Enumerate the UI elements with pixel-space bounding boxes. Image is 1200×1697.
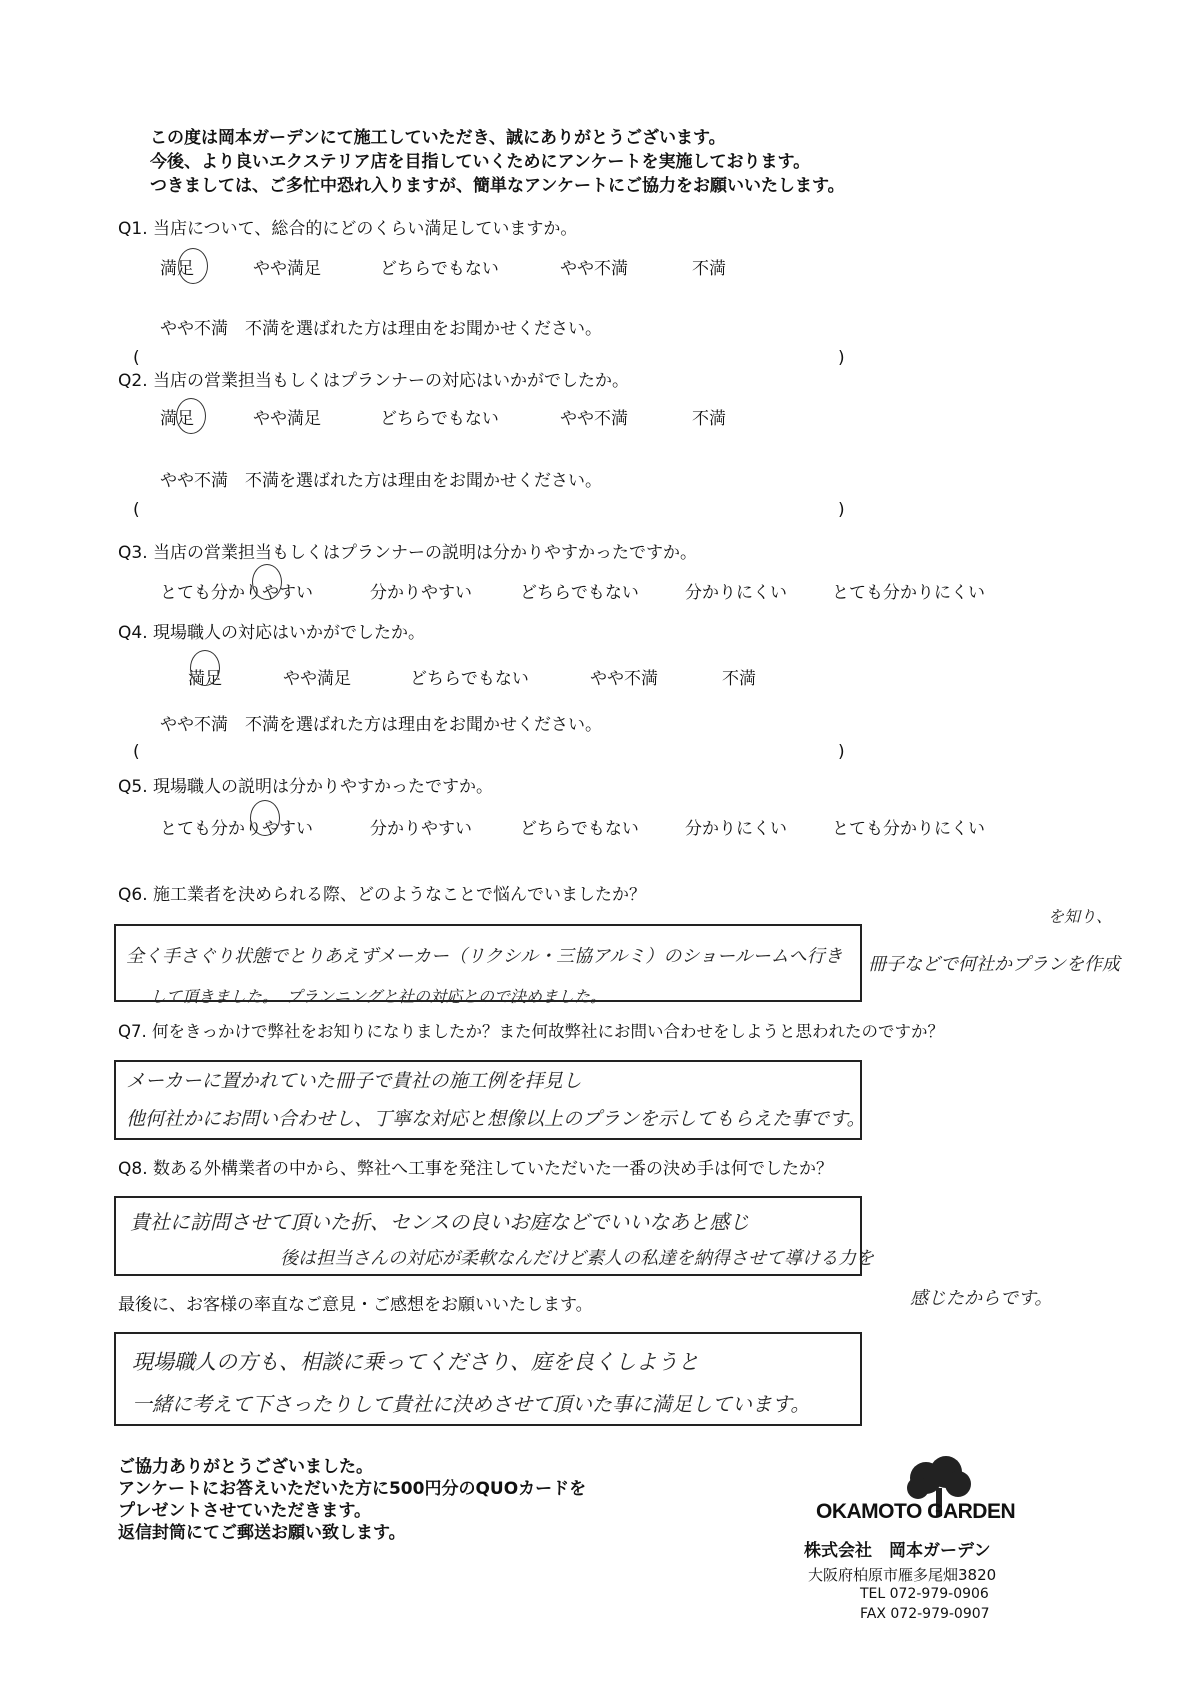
q4-option-3[interactable]: どちらでもない (410, 669, 529, 689)
q5-option-1[interactable]: とても分かりやすい (160, 819, 313, 839)
q6-answer-continuation: 冊子などで何社かプランを作成 (868, 954, 1120, 975)
q1-reason-prompt: やや不満 不満を選ばれた方は理由をお聞かせください。 (160, 319, 602, 339)
q2-label: Q2. 当店の営業担当もしくはプランナーの対応はいかがでしたか。 (118, 371, 630, 391)
footer-line-4: 返信封筒にてご郵送お願い致します。 (118, 1523, 406, 1543)
final-answer-line-2: 一緒に考えて下さったりして貴社に決めさせて頂いた事に満足しています。 (132, 1392, 811, 1416)
intro-line-1: この度は岡本ガーデンにて施工していただき、誠にありがとうございます。 (150, 128, 726, 148)
q1-option-4[interactable]: やや不満 (560, 259, 628, 279)
q6-answer-line-2: して頂きました。 プランニングと社の対応とので決めました。 (150, 987, 607, 1006)
q3-label: Q3. 当店の営業担当もしくはプランナーの説明は分かりやすかったですか。 (118, 543, 698, 563)
q1-option-1[interactable]: 満足 (160, 259, 194, 279)
q7-answer-line-1: メーカーに置かれていた冊子で貴社の施工例を拝見し (126, 1070, 582, 1092)
q6-answer-line-1: 全く手さぐり状態でとりあえずメーカー（リクシル・三協アルミ）のショールームへ行き (126, 946, 843, 967)
q3-options (0, 578, 1200, 602)
q5-label: Q5. 現場職人の説明は分かりやすかったですか。 (118, 777, 494, 797)
q2-option-3[interactable]: どちらでもない (380, 409, 499, 429)
q2-paren-open: ( (133, 500, 140, 520)
q8-label: Q8. 数ある外構業者の中から、弊社へ工事を発注していただいた一番の決め手は何でしたか？ (118, 1159, 834, 1179)
q4-option-2[interactable]: やや満足 (283, 669, 351, 689)
q1-option-2[interactable]: やや満足 (253, 259, 321, 279)
q8-answer-line-3: 感じたからです。 (910, 1288, 1053, 1309)
footer-text (118, 1456, 586, 1544)
q4-selection-circle (190, 650, 220, 686)
q4-paren-open: ( (133, 742, 140, 762)
company-logo-text: OKAMOTO GARDEN (816, 1500, 1016, 1523)
q2-selection-circle (176, 398, 206, 434)
q4-options (0, 664, 1200, 688)
q2-reason-prompt: やや不満 不満を選ばれた方は理由をお聞かせください。 (160, 471, 602, 491)
company-tel: TEL 072-979-0906 (860, 1586, 989, 1602)
q1-option-5[interactable]: 不満 (692, 259, 726, 279)
q1-option-3[interactable]: どちらでもない (380, 259, 499, 279)
footer-line-1: ご協力ありがとうございました。 (118, 1457, 373, 1477)
q8-answer-line-1: 貴社に訪問させて頂いた折、センスの良いお庭などでいいなあと感じ (130, 1210, 750, 1234)
final-comments-label: 最後に、お客様の率直なご意見・ご感想をお願いいたします。 (118, 1295, 593, 1315)
q4-reason-prompt: やや不満 不満を選ばれた方は理由をお聞かせください。 (160, 715, 602, 735)
q3-option-3[interactable]: どちらでもない (520, 583, 639, 603)
q4-option-1[interactable]: 満足 (188, 669, 222, 689)
q4-paren-close: ) (838, 742, 845, 762)
final-answer-line-1: 現場職人の方も、相談に乗ってくださり、庭を良くしようと (132, 1350, 699, 1374)
q7-answer-line-2: 他何社かにお問い合わせし、丁寧な対応と想像以上のプランを示してもらえた事です。 (126, 1108, 866, 1130)
q5-selection-circle (250, 800, 280, 836)
footer-line-3: プレゼントさせていただきます。 (118, 1501, 371, 1521)
company-fax: FAX 072-979-0907 (860, 1606, 990, 1622)
intro-line-2: 今後、より良いエクステリア店を目指していくためにアンケートを実施しております。 (150, 152, 811, 172)
q5-option-5[interactable]: とても分かりにくい (832, 819, 985, 839)
q1-selection-circle (178, 248, 208, 284)
q6-label: Q6. 施工業者を決められる際、どのようなことで悩んでいましたか？ (118, 885, 647, 905)
q1-paren-close: ) (838, 348, 845, 368)
company-address: 大阪府柏原市雁多尾畑3820 (808, 1566, 997, 1584)
q3-option-4[interactable]: 分かりにくい (685, 583, 787, 603)
q5-option-4[interactable]: 分かりにくい (685, 819, 787, 839)
q2-paren-close: ) (838, 500, 845, 520)
q2-option-5[interactable]: 不満 (692, 409, 726, 429)
q4-label: Q4. 現場職人の対応はいかがでしたか。 (118, 623, 426, 643)
q1-label: Q1. 当店について、総合的にどのくらい満足していますか。 (118, 219, 578, 239)
q6-answer-insert: を知り、 (1048, 907, 1113, 926)
q7-label: Q7. 何をきっかけで弊社をお知りになりましたか？また何故弊社にお問い合わせをしようと思われたのですか？ (118, 1022, 944, 1041)
q3-selection-circle (252, 564, 282, 600)
footer-line-2: アンケートにお答えいただいた方に500円分のQUOカードを (118, 1479, 587, 1499)
q3-option-2[interactable]: 分かりやすい (370, 583, 472, 603)
q4-option-4[interactable]: やや不満 (590, 669, 658, 689)
company-name: 株式会社 岡本ガーデン (804, 1541, 991, 1561)
q3-option-5[interactable]: とても分かりにくい (832, 583, 985, 603)
q2-option-4[interactable]: やや不満 (560, 409, 628, 429)
q1-paren-open: ( (133, 348, 140, 368)
q5-options (0, 814, 1200, 838)
q3-option-1[interactable]: とても分かりやすい (160, 583, 313, 603)
q5-option-2[interactable]: 分かりやすい (370, 819, 472, 839)
q2-option-1[interactable]: 満足 (160, 409, 194, 429)
q5-option-3[interactable]: どちらでもない (520, 819, 639, 839)
q4-option-5[interactable]: 不満 (722, 669, 756, 689)
intro-text (150, 126, 845, 198)
intro-line-3: つきましては、ご多忙中恐れ入りますが、簡単なアンケートにご協力をお願いいたします。 (150, 176, 845, 196)
q2-option-2[interactable]: やや満足 (253, 409, 321, 429)
q8-answer-line-2: 後は担当さんの対応が柔軟なんだけど素人の私達を納得させて導ける力を (280, 1248, 874, 1269)
